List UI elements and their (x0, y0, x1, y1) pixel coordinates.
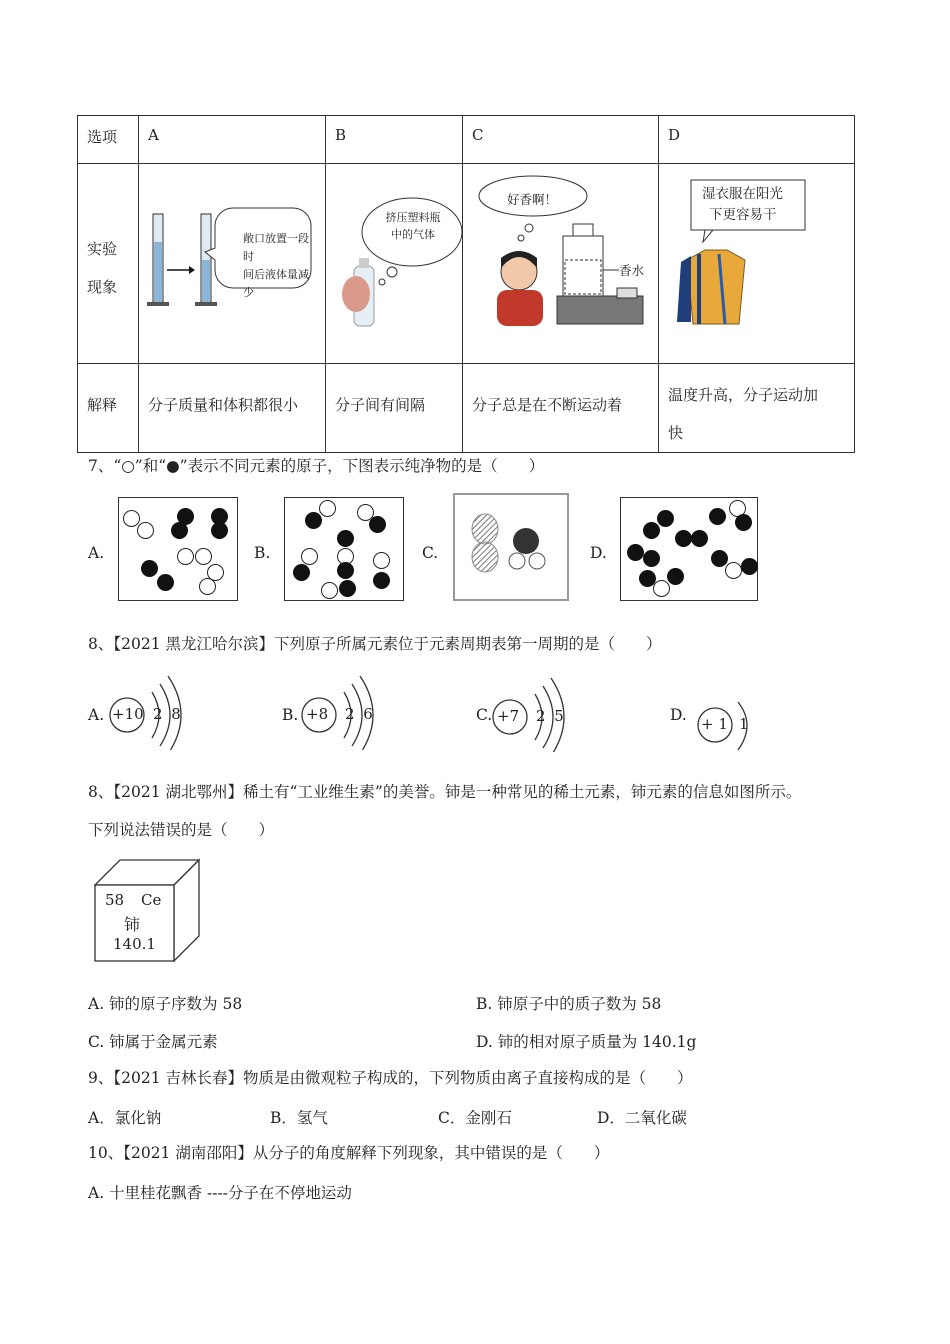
black-atom (643, 550, 660, 567)
explanation-text: 分子间有间隔 (335, 396, 426, 414)
atom-structure-a (108, 670, 198, 750)
explanation-text: 分子总是在不断运动着 (472, 396, 623, 414)
black-atom (141, 560, 158, 577)
white-atom (137, 522, 154, 539)
white-atom (195, 548, 212, 565)
explanation-text: 分子质量和体积都很小 (148, 396, 299, 414)
black-atom (691, 530, 708, 547)
cloud-line: 中的气体 (391, 228, 435, 241)
black-atom (657, 510, 674, 527)
black-atom (643, 522, 660, 539)
note-line: 间后液体量减少 (243, 268, 309, 299)
explanation-text: 温度升高，分子运动加 (668, 386, 819, 404)
q7-option-b-diagram (284, 497, 404, 601)
question-10-text: 10、【2021 湖南邵阳】从分子的角度解释下列现象，其中错误的是（ ） (88, 1144, 610, 1162)
nucleus-charge: +8 (306, 705, 329, 723)
black-atom (667, 568, 684, 585)
nucleus-charge: + 1 (701, 715, 728, 733)
black-atom (709, 508, 726, 525)
element-symbol: Ce (141, 891, 162, 909)
q9-option-d[interactable]: D．二氧化碳 (597, 1109, 687, 1127)
shell-electrons: 2 6 (345, 705, 373, 723)
nucleus-charge: +10 (112, 705, 144, 723)
header-cell-c (463, 116, 659, 164)
perfume-label: 香水 (619, 263, 645, 278)
black-atom (373, 572, 390, 589)
white-atom (321, 582, 338, 599)
q8a-option-c-label[interactable]: C. (476, 706, 493, 724)
q7-option-d-diagram (620, 497, 758, 601)
white-atom (123, 510, 140, 527)
q9-option-b[interactable]: B．氢气 (270, 1109, 328, 1127)
atom-structure-c (491, 672, 581, 752)
question-9-text: 9、【2021 吉林长春】物质是由微观粒子构成的，下列物质由离子直接构成的是（ ） (88, 1069, 693, 1087)
shell-electrons: 2 8 (153, 705, 181, 723)
black-atom (293, 564, 310, 581)
image-cell-b (326, 164, 463, 364)
black-atom (305, 512, 322, 529)
black-atom (741, 558, 758, 575)
white-atom (177, 548, 194, 565)
q7-option-a-diagram (118, 497, 238, 601)
q8a-option-a-label[interactable]: A. (88, 706, 105, 724)
box-line: 湿衣服在阳光 (702, 186, 783, 202)
q8b-option-d[interactable]: D. 铈的相对原子质量为 140.1g (476, 1033, 697, 1051)
explanation-b (326, 364, 463, 453)
question-8b-text-line2: 下列说法错误的是（ ） (88, 821, 275, 839)
molecule-illustration (455, 495, 567, 599)
explanation-d (659, 364, 855, 453)
q8b-option-a[interactable]: A. 铈的原子序数为 58 (88, 995, 243, 1013)
q9-option-a[interactable]: A．氯化钠 (88, 1109, 162, 1127)
header-cell-d (659, 116, 855, 164)
box-line: 下更容易干 (709, 207, 777, 223)
header-label: 选项 (87, 128, 118, 146)
atomic-number: 58 (105, 891, 125, 909)
question-8a-text: 8、【2021 黑龙江哈尔滨】下列原子所属元素位于元素周期表第一周期的是（ ） (88, 635, 662, 653)
black-atom (369, 516, 386, 533)
black-atom (337, 530, 354, 547)
q7-option-b-label[interactable]: B. (254, 544, 271, 562)
q7-option-a-label[interactable]: A. (88, 544, 105, 562)
explanation-a (139, 364, 326, 453)
black-atom (339, 580, 356, 597)
header-label: A (148, 126, 159, 144)
black-atom (211, 522, 228, 539)
q8b-option-c[interactable]: C. 铈属于金属元素 (88, 1033, 218, 1051)
shell-electrons: 1 (739, 715, 749, 733)
header-cell-option (78, 116, 139, 164)
white-atom (725, 562, 742, 579)
atom-structure-d (696, 690, 766, 754)
white-atom (301, 548, 318, 565)
nucleus-charge: +7 (497, 707, 520, 725)
black-atom (337, 562, 354, 579)
q8b-option-b[interactable]: B. 铈原子中的质子数为 58 (476, 995, 662, 1013)
header-cell-b (326, 116, 463, 164)
shell-electrons: 2 5 (536, 707, 564, 725)
image-cell-c (463, 164, 659, 364)
cloud-text: 好香啊！ (507, 192, 558, 207)
row-label-explanation (78, 364, 139, 453)
row-label-line: 解释 (87, 396, 118, 414)
header-cell-a (139, 116, 326, 164)
white-atom (199, 578, 216, 595)
header-label: B (335, 126, 347, 144)
experiment-table (77, 115, 855, 453)
black-atom (735, 514, 752, 531)
black-atom (675, 530, 692, 547)
element-cube (94, 858, 200, 962)
row-label-line: 现象 (87, 278, 118, 296)
black-atom (711, 550, 728, 567)
cloud-line: 挤压塑料瓶 (385, 211, 441, 224)
atomic-mass: 140.1 (113, 935, 156, 953)
q10-option-a[interactable]: A. 十里桂花飘香 ----分子在不停地运动 (88, 1184, 352, 1202)
question-7-text: 7、“○”和“●”表示不同元素的原子，下图表示纯净物的是（ ） (88, 457, 545, 475)
q9-option-c[interactable]: C．金刚石 (438, 1109, 512, 1127)
row-label-line: 实验 (87, 240, 118, 258)
row-label-phenomenon (78, 164, 139, 364)
black-atom (627, 544, 644, 561)
note-line: 敞口放置一段时 (243, 232, 309, 263)
black-atom (171, 522, 188, 539)
image-cell-a (139, 164, 326, 364)
q7-option-d-label[interactable]: D. (590, 544, 607, 562)
explanation-c (463, 364, 659, 453)
plastic-bottle-illustration (326, 164, 462, 364)
image-cell-d (659, 164, 855, 364)
q7-option-c-diagram (453, 493, 569, 601)
atom-structure-b (300, 670, 390, 750)
header-label: D (668, 126, 681, 144)
question-8b-text-line1: 8、【2021 湖北鄂州】稀土有“工业维生素”的美誉。铈是一种常见的稀土元素，铈元素的信息如图所示。 (88, 783, 802, 801)
q8a-option-d-label[interactable]: D. (670, 706, 687, 724)
white-atom (373, 552, 390, 569)
header-label: C (472, 126, 484, 144)
q7-option-c-label[interactable]: C. (422, 544, 439, 562)
black-atom (157, 574, 174, 591)
explanation-text: 快 (668, 424, 684, 442)
q8a-option-b-label[interactable]: B. (282, 706, 299, 724)
white-atom (319, 500, 336, 517)
element-name: 铈 (124, 915, 141, 934)
white-atom (653, 580, 670, 597)
